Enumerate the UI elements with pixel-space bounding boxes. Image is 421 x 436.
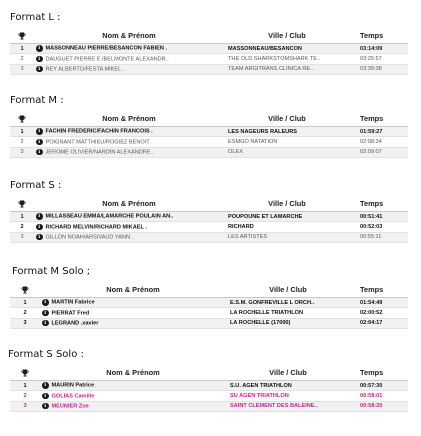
rank-cell: 3	[10, 401, 40, 411]
name-cell	[34, 222, 224, 232]
rank-cell: 2	[10, 137, 34, 147]
info-icon[interactable]: i	[42, 320, 49, 327]
table-row[interactable]	[10, 64, 408, 74]
info-icon[interactable]: i	[42, 393, 49, 400]
name-cell	[40, 391, 226, 401]
name-cell	[34, 54, 224, 64]
city-cell: LES ARTISTES	[224, 232, 350, 242]
info-icon[interactable]: i	[36, 56, 43, 63]
time-cell: 00:58:20	[350, 401, 408, 411]
city-cell: S.U. AGEN TRIATHLON	[226, 381, 350, 391]
participant-name: MASSONNEAU PIERRE/BESANCON FABIEN .	[45, 46, 168, 53]
table-header-row	[10, 364, 408, 381]
trophy-icon	[18, 200, 26, 208]
rank-cell: 2	[10, 308, 40, 318]
city-cell: LA ROCHELLE TRIATHLON	[226, 308, 350, 318]
participant-name: MEUNIER Zoe	[51, 403, 89, 410]
name-cell	[40, 298, 226, 308]
time-header[interactable]: Temps	[350, 364, 408, 381]
name-header[interactable]: Nom & Prénom	[34, 27, 224, 44]
time-header[interactable]: Temps	[350, 110, 408, 127]
name-cell	[34, 127, 224, 137]
rank-cell: 2	[10, 222, 34, 232]
time-cell: 00:58:01	[350, 391, 408, 401]
name-cell	[34, 147, 224, 157]
results-table	[10, 110, 408, 158]
table-row[interactable]	[10, 401, 408, 411]
time-cell: 03:39:38	[350, 64, 408, 74]
city-cell: POUPOUNE ET LAMARCHE	[224, 212, 350, 222]
table-row[interactable]	[10, 147, 408, 157]
table-row[interactable]	[10, 381, 408, 391]
name-cell	[34, 137, 224, 147]
results-table	[10, 364, 408, 412]
name-header[interactable]: Nom & Prénom	[40, 281, 226, 298]
table-row[interactable]	[10, 212, 408, 222]
rank-header	[10, 364, 40, 381]
city-cell: MASSONNEAU/BESANCON	[224, 44, 350, 54]
rank-cell: 3	[10, 232, 34, 242]
time-header[interactable]: Temps	[350, 195, 408, 212]
table-row[interactable]	[10, 318, 408, 328]
participant-name: PIERRAT Fred	[51, 310, 90, 317]
info-icon[interactable]: i	[36, 45, 43, 52]
info-icon[interactable]: i	[36, 149, 43, 156]
time-cell: 03:25:57	[350, 54, 408, 64]
table-row[interactable]	[10, 232, 408, 242]
name-cell	[40, 401, 226, 411]
name-cell	[40, 318, 226, 328]
results-table	[10, 195, 408, 243]
time-cell: 00:55:11	[350, 232, 408, 242]
name-cell	[40, 308, 226, 318]
participant-name: JEROME OLIVIER/NARDIN ALEXANDRE .	[45, 149, 154, 156]
name-header[interactable]: Nom & Prénom	[40, 364, 226, 381]
table-row[interactable]	[10, 391, 408, 401]
rank-cell: 3	[10, 318, 40, 328]
table-row[interactable]	[10, 54, 408, 64]
format-title: Format S Solo :	[8, 349, 84, 360]
time-cell: 02:04:17	[350, 318, 408, 328]
rank-header	[10, 195, 34, 212]
rank-cell: 3	[10, 64, 34, 74]
time-cell: 03:14:09	[350, 44, 408, 54]
participant-name: LEGRAND .xavier	[51, 320, 99, 327]
name-header[interactable]: Nom & Prénom	[34, 110, 224, 127]
time-cell: 01:54:49	[350, 298, 408, 308]
time-cell: 00:57:30	[350, 381, 408, 391]
info-icon[interactable]: i	[42, 299, 49, 306]
table-row[interactable]	[10, 308, 408, 318]
name-cell	[34, 212, 224, 222]
table-header-row	[10, 27, 408, 44]
time-cell: 00:52:03	[350, 222, 408, 232]
time-cell: 02:08:34	[350, 137, 408, 147]
participant-name: GILLON NOAH/ARSIVAUD YANN .	[45, 234, 134, 241]
name-header[interactable]: Nom & Prénom	[34, 195, 224, 212]
city-cell: LA ROCHELLE (17000)	[226, 318, 350, 328]
format-title: Format S :	[10, 180, 62, 191]
city-cell: RICHARD	[224, 222, 350, 232]
rank-cell: 1	[10, 44, 34, 54]
city-cell: ESMGO NATATION	[224, 137, 350, 147]
city-header[interactable]: Ville / Club	[224, 195, 350, 212]
table-row[interactable]	[10, 222, 408, 232]
participant-name: FACHIN FREDERIC/FACHIN FRANCOIS .	[45, 129, 153, 136]
rank-cell: 2	[10, 391, 40, 401]
info-icon[interactable]: i	[42, 310, 49, 317]
trophy-icon	[18, 115, 26, 123]
results-table	[10, 27, 408, 75]
info-icon[interactable]: i	[36, 234, 43, 241]
name-cell	[34, 44, 224, 54]
rank-cell: 1	[10, 298, 40, 308]
info-icon[interactable]: i	[36, 128, 43, 135]
participant-name: MARTIN Fabrice	[51, 300, 95, 307]
participant-name: GOLIAS Camille	[51, 393, 95, 400]
format-title: Format M Solo ;	[12, 266, 91, 277]
time-header[interactable]: Temps	[350, 27, 408, 44]
info-icon[interactable]: i	[36, 213, 43, 220]
results-table	[10, 281, 408, 329]
city-cell: SAINT CLEMENT DES BALEINE..	[226, 401, 350, 411]
city-cell: TEAM ARGITRANS CLINICA RE..	[224, 64, 350, 74]
rank-cell: 1	[10, 381, 40, 391]
table-row[interactable]	[10, 127, 408, 137]
format-title: Format L :	[10, 12, 61, 23]
city-header[interactable]: Ville / Club	[224, 27, 350, 44]
participant-name: RICHARD MELVIN/RICHARD MIKAEL .	[45, 224, 147, 231]
participant-name: MILLASSEAU EMMA/LAMARCHE POULAIN AN..	[45, 214, 174, 221]
trophy-icon	[21, 286, 29, 294]
table-header-row	[10, 281, 408, 298]
participant-name: DAUGUET PIERRE E./BELMONTE ALEXANDR..	[45, 56, 169, 63]
rank-cell: 2	[10, 54, 34, 64]
city-cell: OLEX	[224, 147, 350, 157]
time-cell: 02:09:07	[350, 147, 408, 157]
time-cell: 00:51:41	[350, 212, 408, 222]
city-cell: E.S.M. GONFREVILLE L ORCH..	[226, 298, 350, 308]
time-cell: 02:00:52	[350, 308, 408, 318]
city-cell: LES NAGEURS RALEURS	[224, 127, 350, 137]
info-icon[interactable]: i	[42, 382, 49, 389]
rank-header	[10, 27, 34, 44]
participant-name: MAURIN Patrice	[51, 383, 95, 390]
participant-name: POIGNANT MATTHIEU/ROGIEZ BENOIT .	[45, 139, 153, 146]
table-header-row	[10, 110, 408, 127]
table-header-row	[10, 195, 408, 212]
participant-name: REY ALBERTO/FESTA MIKEL .	[45, 66, 125, 73]
name-cell	[34, 232, 224, 242]
city-cell: THE OLD SHARKSTOMSHARK TE..	[224, 54, 350, 64]
trophy-icon	[21, 369, 29, 377]
city-header[interactable]: Ville / Club	[226, 281, 350, 298]
name-cell	[40, 381, 226, 391]
name-cell	[34, 64, 224, 74]
rank-cell: 3	[10, 147, 34, 157]
format-title: Format M :	[10, 95, 64, 106]
rank-header	[10, 110, 34, 127]
city-cell: SU AGEN TRIATHLON	[226, 391, 350, 401]
time-header[interactable]: Temps	[350, 281, 408, 298]
info-icon[interactable]: i	[36, 66, 43, 73]
rank-cell: 1	[10, 212, 34, 222]
city-header[interactable]: Ville / Club	[226, 364, 350, 381]
info-icon[interactable]: i	[36, 139, 43, 146]
info-icon[interactable]: i	[42, 403, 49, 410]
rank-cell: 1	[10, 127, 34, 137]
rank-header	[10, 281, 40, 298]
trophy-icon	[18, 32, 26, 40]
table-row[interactable]	[10, 44, 408, 54]
city-header[interactable]: Ville / Club	[224, 110, 350, 127]
info-icon[interactable]: i	[36, 224, 43, 231]
time-cell: 01:59:27	[350, 127, 408, 137]
table-row[interactable]	[10, 298, 408, 308]
table-row[interactable]	[10, 137, 408, 147]
